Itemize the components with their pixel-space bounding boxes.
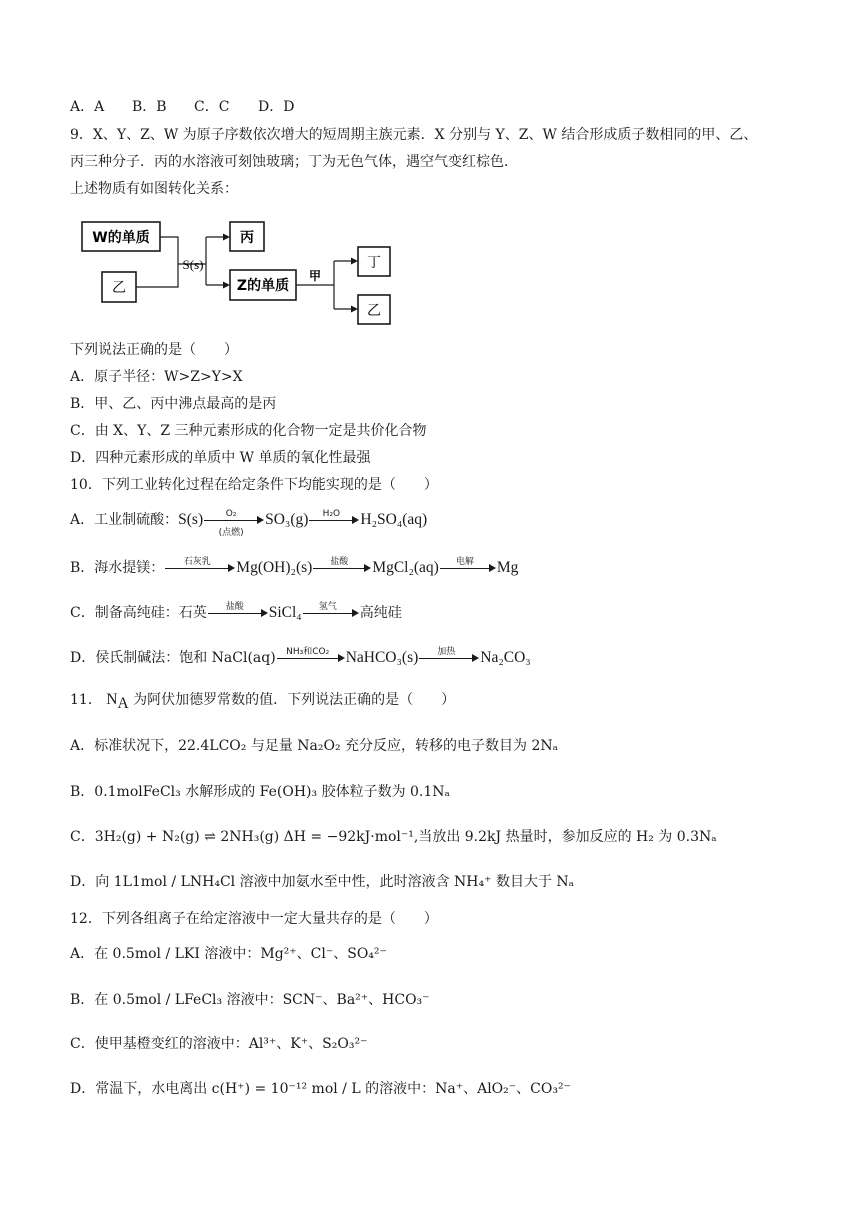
- q10-a-ignite: (点燃): [218, 528, 244, 538]
- z-simple-label: Z的单质: [236, 278, 290, 294]
- q8-options: [70, 97, 294, 117]
- option-a: A．A: [70, 99, 105, 115]
- q10-option-c: [70, 603, 402, 623]
- q10-a-h2o: H₂O: [322, 509, 341, 519]
- q11-stem-line: 11． $N_A$ 为阿伏加德罗常数的值．下列说法正确的是（ ）: [70, 691, 456, 712]
- conversion-diagram: [78, 215, 398, 333]
- w-simple-label: W的单质: [92, 230, 150, 246]
- q9-stem-2: 丙三种分子．丙的水溶液可刻蚀玻璃；丁为无色气体，遇空气变红棕色．: [70, 154, 518, 170]
- q9-stem-3: 上述物质有如图转化关系：: [70, 181, 238, 197]
- q10-a-h2so4: H₂SO₄(aq): [360, 511, 428, 528]
- q10-option-b: [70, 558, 518, 578]
- option-d: D．D: [258, 99, 295, 115]
- q10-b-label: B．海水提镁：: [70, 560, 165, 576]
- q10-c-label: C．制备高纯硅：石英: [70, 605, 207, 621]
- q10-option-d: [70, 648, 531, 668]
- q10-d-heat: 加热: [437, 647, 456, 657]
- q9-option-d: D．四种元素形成的单质中 W 单质的氧化性最强: [70, 450, 371, 466]
- q10-a-label: A．工业制硫酸：: [70, 512, 179, 528]
- bing-label: 丙: [240, 230, 254, 246]
- q11-option-d: D．向 1L1mol / LNH₄Cl 溶液中加氨水至中性，此时溶液含 NH₄⁺ 数目大于 Nₐ: [70, 874, 575, 890]
- q9-option-a: A．原子半径：W>Z>Y>X: [70, 369, 243, 385]
- q12-option-b: B．在 0.5mol / LFeCl₃ 溶液中：SCN⁻、Ba²⁺、HCO₃⁻: [70, 992, 430, 1008]
- q10-b-arrow-1: [165, 557, 235, 575]
- q10-d-cond: NH₃和CO₂: [286, 647, 330, 657]
- s-condition: S(s): [182, 257, 204, 272]
- q9-option-b: B．甲、乙、丙中沸点最高的是丙: [70, 396, 277, 412]
- ding-label: 丁: [367, 255, 381, 271]
- q11-stem: 为阿伏加德罗常数的值．下列说法正确的是（ ）: [133, 692, 456, 708]
- q10-c-arrow-2: [303, 602, 359, 620]
- yi-left-label: 乙: [112, 280, 126, 296]
- q10-b-arrow-3: [440, 557, 496, 575]
- q10-c-hcl: 盐酸: [225, 602, 244, 612]
- q9-question: 下列说法正确的是（ ）: [70, 342, 238, 358]
- q10-b-mg: Mg: [496, 559, 519, 576]
- option-c: C．C: [194, 99, 230, 115]
- q10-b-elec: 电解: [455, 557, 474, 567]
- q10-d-nahco: NaHCO₃(s): [345, 649, 419, 666]
- q10-b-arrow-2: [313, 557, 371, 575]
- q10-c-sicl: SiCl₄: [268, 604, 302, 621]
- q10-a-so3: SO₃(g): [265, 511, 309, 528]
- q10-a-arrow-2: [309, 509, 359, 527]
- q10-c-h2: 氢气: [318, 602, 337, 612]
- q10-option-a: [70, 509, 428, 538]
- q9-stem-1: 9．X、Y、Z、W 为原子序数依次增大的短周期主族元素．X 分别与 Y、Z、W 结合形成质子数相同的甲、乙、: [70, 127, 758, 143]
- q10-d-naco: Na₂CO₃: [480, 649, 531, 666]
- q10-c-arrow-1: [208, 602, 268, 620]
- q10-d-arrow-2: [419, 647, 479, 665]
- yi-right-label: 乙: [367, 303, 381, 319]
- q10-b-hcl: 盐酸: [330, 557, 349, 567]
- q10-a-s: S(s): [178, 511, 204, 528]
- q10-b-mgcl: MgCl₂(aq): [372, 559, 439, 576]
- q11-option-b: B．0.1molFeCl₃ 水解形成的 Fe(OH)₃ 胶体粒子数为 0.1Nₐ: [70, 784, 450, 800]
- q10-stem: 10．下列工业转化过程在给定条件下均能实现的是（ ）: [70, 477, 438, 493]
- option-b: B．B: [132, 99, 167, 115]
- q10-a-arrow-1: [204, 509, 264, 538]
- q12-option-a: A．在 0.5mol / LKI 溶液中：Mg²⁺、Cl⁻、SO₄²⁻: [70, 946, 387, 962]
- q11-number: 11．: [70, 692, 102, 708]
- q10-d-label: D．侯氏制碱法：饱和 NaCl(aq): [70, 650, 276, 666]
- q12-option-d: D．常温下，水电离出 c(H⁺) = 10⁻¹² mol / L 的溶液中：Na⁺、AlO₂⁻、CO₃²⁻: [70, 1081, 571, 1097]
- q10-b-lime: 石灰乳: [183, 557, 211, 567]
- q12-stem: 12．下列各组离子在给定溶液中一定大量共存的是（ ）: [70, 911, 438, 927]
- q11-option-c: C．3H₂(g) + N₂(g) ⇌ 2NH₃(g) ΔH = −92kJ·mol⁻¹,当放出 9.2kJ 热量时，参加反应的 H₂ 为 0.3Nₐ: [70, 829, 717, 845]
- jia-label: 甲: [308, 269, 322, 283]
- q12-option-c: C．使甲基橙变红的溶液中：Al³⁺、K⁺、S₂O₃²⁻: [70, 1036, 368, 1052]
- q10-a-o2: O₂: [225, 509, 237, 519]
- q9-option-c: C．由 X、Y、Z 三种元素形成的化合物一定是共价化合物: [70, 423, 427, 439]
- q10-c-si: 高纯硅: [359, 605, 402, 621]
- q10-b-mgoh: Mg(OH)₂(s): [236, 559, 313, 576]
- q10-d-arrow-1: [277, 647, 345, 665]
- q11-na: N: [106, 691, 118, 708]
- q11-option-a: A．标准状况下，22.4LCO₂ 与足量 Na₂O₂ 充分反应，转移的电子数目为 2Nₐ: [70, 738, 559, 754]
